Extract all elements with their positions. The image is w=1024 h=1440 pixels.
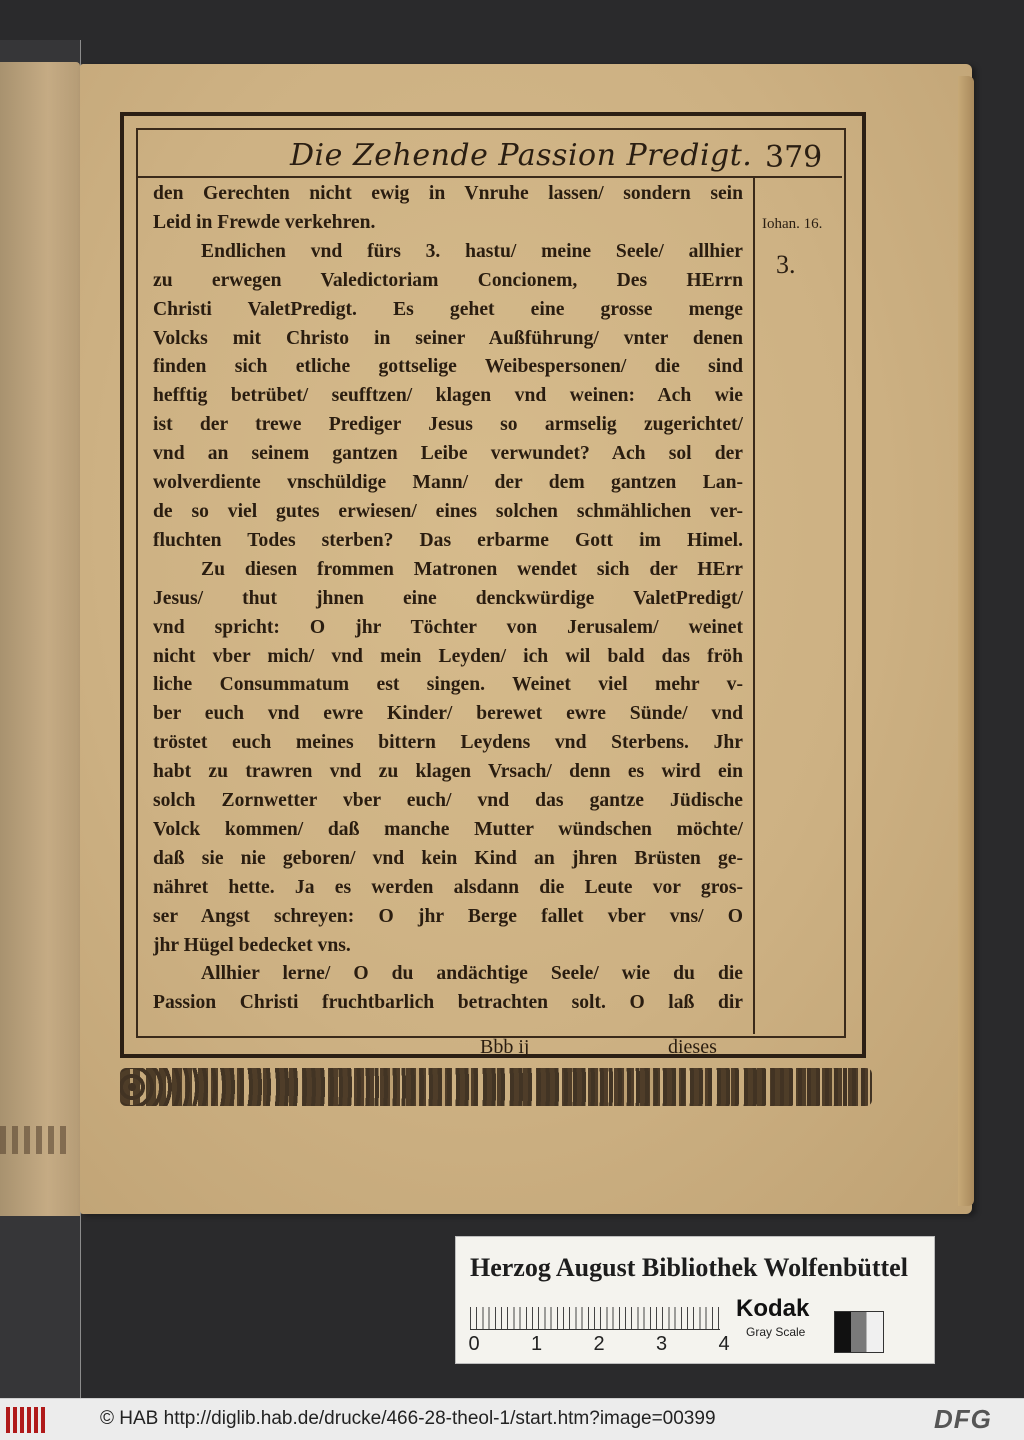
text-line: habt zu trawren vnd zu klagen Vrsach/ denn es wird ein: [153, 761, 743, 783]
margin-column-rule: [753, 178, 755, 1034]
previous-page-ornament: [0, 1126, 70, 1154]
text-line: zu erwegen Valedictoriam Concionem, Des HErrn: [153, 269, 743, 291]
catchword: dieses: [668, 1036, 717, 1058]
kodak-brand: Kodak: [736, 1295, 810, 1322]
text-line: fluchten Todes sterben? Das erbarme Gott im Himel.: [153, 529, 743, 551]
marginal-note: 3.: [776, 250, 796, 279]
text-line: jhr Hügel bedecket vns.: [153, 934, 351, 956]
text-line: ist der trewe Prediger Jesus so armselig zugerichtet/: [153, 414, 743, 436]
text-line: daß sie nie geboren/ vnd kein Kind an jhren Brüsten ge-: [153, 847, 743, 869]
footer-bar: [0, 1398, 1024, 1440]
previous-page-edge: [0, 62, 80, 1216]
text-line: vnd an seinem gantzen Leibe verwundet? Ach sol der: [153, 443, 743, 465]
text-line: Allhier lerne/ O du andächtige Seele/ wie du die: [201, 963, 743, 985]
library-name: Herzog August Bibliothek Wolfenbüttel: [470, 1253, 908, 1282]
ruler-numbers: [464, 1333, 734, 1356]
text-line: ber euch vnd ewre Kinder/ berewet ewre Sünde/ vnd: [153, 703, 743, 725]
ruler-number: 3: [655, 1333, 668, 1355]
running-head: Die Zehende Passion Predigt.: [290, 138, 753, 173]
signature-mark: Bbb ij: [480, 1036, 530, 1058]
text-line: Jesus/ thut jhnen eine denckwürdige ValetPredigt/: [153, 587, 743, 609]
text-line: hefftig betrübet/ seufftzen/ klagen vnd weinen: Ach wie: [153, 385, 743, 407]
ornament-border: [120, 1068, 872, 1106]
gray-scale-caption: Gray Scale: [746, 1325, 806, 1339]
text-line: den Gerechten nicht ewig in Vnruhe lassen/ sondern sein: [153, 183, 743, 204]
scale-ruler: [470, 1295, 720, 1330]
text-line: ser Angst schreyen: O jhr Berge fallet vber vns/ O: [153, 905, 743, 927]
page-fore-edge: [958, 76, 974, 1206]
text-line: Volck kommen/ daß manche Mutter wündschen möchte/: [153, 818, 743, 840]
ruler-number: 1: [530, 1333, 543, 1355]
text-line: liche Consummatum est singen. Weinet viel mehr v-: [153, 674, 743, 696]
marginal-note: Iohan. 16.: [762, 216, 823, 232]
text-line: vnd spricht: O jhr Töchter von Jerusalem/ weinet: [153, 616, 743, 638]
text-line: finden sich etliche gottselige Weibespersonen/ die sind: [153, 356, 743, 378]
text-line: Leid in Frewde verkehren.: [153, 211, 376, 233]
gray-scale-patch: [834, 1311, 884, 1353]
body-text: [153, 180, 743, 1018]
library-label: [455, 1236, 935, 1364]
header-rule: [136, 176, 842, 178]
text-line: Zu diesen frommen Matronen wendet sich der HErr: [201, 558, 743, 580]
text-line: nicht vber mich/ vnd mein Leyden/ ich wil bald das fröh: [153, 645, 743, 667]
text-line: nähret hette. Ja es werden alsdann die Leute vor gros-: [153, 876, 743, 898]
ruler-number: 2: [593, 1333, 605, 1355]
text-line: Volcks mit Christo in seiner Außführung/ vnter denen: [153, 327, 743, 349]
text-line: solch Zornwetter vber euch/ vnd das gantze Jüdische: [153, 790, 743, 812]
page-number: 379: [765, 140, 823, 175]
text-line: Passion Christi fruchtbarlich betrachten solt. O laß dir: [153, 992, 743, 1014]
text-line: tröstet euch meines bittern Leydens vnd Sterbens. Jhr: [153, 732, 743, 754]
ruler-number: 0: [468, 1333, 480, 1355]
text-line: Christi ValetPredigt. Es gehet eine grosse menge: [153, 298, 743, 320]
dfg-logo[interactable]: DFG: [934, 1404, 992, 1434]
hab-logo-icon[interactable]: [6, 1407, 46, 1433]
text-line: de so viel gutes erwiesen/ eines solchen schmählichen ver-: [153, 500, 743, 522]
text-line: wolverdiente vnschüldige Mann/ der dem gantzen Lan-: [153, 472, 743, 494]
footer-permalink[interactable]: © HAB http://diglib.hab.de/drucke/466-28-theol-1/start.htm?image=00399: [100, 1408, 716, 1429]
text-line: Endlichen vnd fürs 3. hastu/ meine Seele/ allhier: [201, 240, 743, 262]
ruler-number: 4: [718, 1333, 730, 1355]
